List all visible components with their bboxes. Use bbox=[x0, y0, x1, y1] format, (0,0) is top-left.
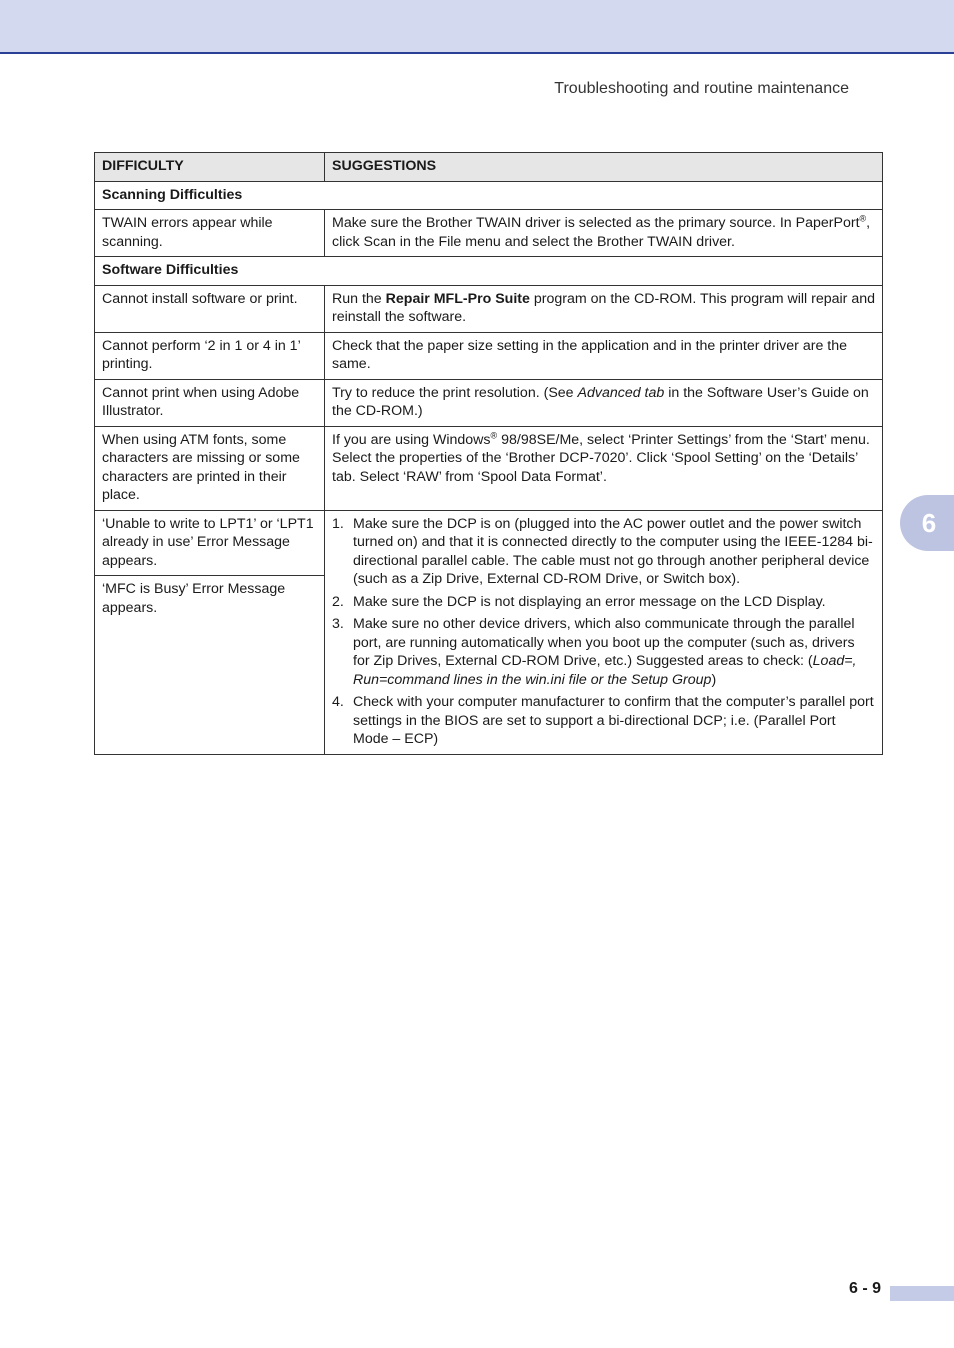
step-text: Check with your computer manufacturer to confirm that the computer’s parallel port settings in the BIOS are set to support a bi-directional DCP; i.e. (Parallel Port Mode – ECP) bbox=[353, 694, 874, 747]
suggestion-text: Make sure the Brother TWAIN driver is selected as the primary source. In PaperPort bbox=[332, 215, 860, 231]
section-row-scanning bbox=[95, 181, 883, 210]
difficulty-cell: TWAIN errors appear while scanning. bbox=[95, 210, 325, 257]
list-item bbox=[332, 615, 875, 689]
table-row bbox=[95, 332, 883, 379]
suggestion-bold-text: Repair MFL-Pro Suite bbox=[385, 290, 530, 307]
chapter-tab bbox=[900, 495, 954, 551]
top-header-band bbox=[0, 0, 954, 54]
step-number: 2. bbox=[332, 593, 344, 610]
section-title-software: Software Difficulties bbox=[95, 257, 883, 286]
table-row bbox=[95, 379, 883, 426]
step-number: 3. bbox=[332, 616, 344, 632]
column-header-difficulty: DIFFICULTY bbox=[95, 153, 325, 182]
suggestion-cell bbox=[325, 285, 883, 332]
list-item bbox=[332, 515, 875, 589]
table-row bbox=[95, 285, 883, 332]
step-text-part: Make sure no other device drivers, which also communicate through the parallel port, are running automatically when you boot up the computer (such as, drivers for Zip Drives, External CD-ROM Drive, etc.) Suggested areas to check: ( bbox=[353, 616, 855, 669]
suggestion-text: If you are using Windows bbox=[332, 431, 491, 448]
suggestion-text: program on the CD-ROM. This program will repair and reinstall the software. bbox=[332, 290, 875, 325]
step-text-italic: Load=, Run=command lines in the win.ini file or the Setup Group bbox=[353, 653, 857, 688]
suggestion-text: Try to reduce the print resolution. (See bbox=[332, 384, 578, 401]
suggestion-cell bbox=[325, 379, 883, 426]
table-row bbox=[95, 426, 883, 510]
column-header-suggestions: SUGGESTIONS bbox=[325, 153, 883, 182]
registered-mark: ® bbox=[859, 213, 867, 224]
difficulty-cell: Cannot perform ‘2 in 1 or 4 in 1’ printing. bbox=[95, 332, 325, 379]
suggestion-cell bbox=[325, 426, 883, 510]
difficulty-cell: Cannot print when using Adobe Illustrator. bbox=[95, 379, 325, 426]
difficulty-cell: When using ATM fonts, some characters are missing or some characters are printed in their place. bbox=[95, 426, 325, 510]
difficulty-cell: Cannot install software or print. bbox=[95, 285, 325, 332]
step-text: Make sure the DCP is on (plugged into the AC power outlet and the power switch turned on) and that it is connected directly to the computer using the IEEE-1284 bi-directional parallel cable. The cable must not go through another peripheral device (such as a Zip Drive, External CD-ROM Drive, or Switch box). bbox=[353, 515, 873, 587]
suggestion-text: in the Software User’s Guide on the CD-ROM.) bbox=[332, 384, 869, 419]
step-text-part: ) bbox=[711, 671, 717, 688]
difficulty-cell: ‘Unable to write to LPT1’ or ‘LPT1 already in use’ Error Message appears. bbox=[95, 510, 325, 576]
table-row bbox=[95, 210, 883, 257]
list-item bbox=[332, 593, 875, 612]
step-text bbox=[353, 615, 875, 689]
difficulty-cell: ‘MFC is Busy’ Error Message appears. bbox=[95, 576, 325, 755]
registered-mark: ® bbox=[490, 429, 498, 440]
step-text: Make sure the DCP is not displaying an error message on the LCD Display. bbox=[353, 593, 826, 610]
section-title-scanning: Scanning Difficulties bbox=[95, 181, 883, 210]
list-item bbox=[332, 693, 875, 749]
suggestion-cell bbox=[325, 510, 883, 754]
section-row-software bbox=[95, 257, 883, 286]
suggestion-steps-list bbox=[332, 515, 875, 749]
step-number: 4. bbox=[332, 694, 344, 710]
table-row bbox=[95, 510, 883, 576]
footer-bar bbox=[890, 1286, 954, 1301]
suggestion-text: Run the bbox=[332, 290, 386, 307]
suggestion-cell bbox=[325, 210, 883, 257]
page-number: 6 - 9 bbox=[848, 1280, 881, 1297]
suggestion-italic-text: Advanced tab bbox=[577, 384, 665, 401]
running-header-title: Troubleshooting and routine maintenance bbox=[554, 80, 849, 97]
troubleshooting-table bbox=[94, 152, 883, 755]
suggestion-cell: Check that the paper size setting in the application and in the printer driver are the same. bbox=[325, 332, 883, 379]
suggestion-text: 98/98SE/Me, select ‘Printer Settings’ from the ‘Start’ menu. Select the properties of the ‘Brother DCP-7020’. Click ‘Spool Setting’ on the ‘Details’ tab. Select ‘RAW’ from ‘Spool Data Format’. bbox=[332, 431, 870, 485]
chapter-tab-number: 6 bbox=[921, 507, 937, 538]
table-header-row bbox=[95, 153, 883, 182]
step-number: 1. bbox=[332, 515, 344, 532]
suggestion-text: , click Scan in the File menu and select the Brother TWAIN driver. bbox=[332, 215, 871, 250]
